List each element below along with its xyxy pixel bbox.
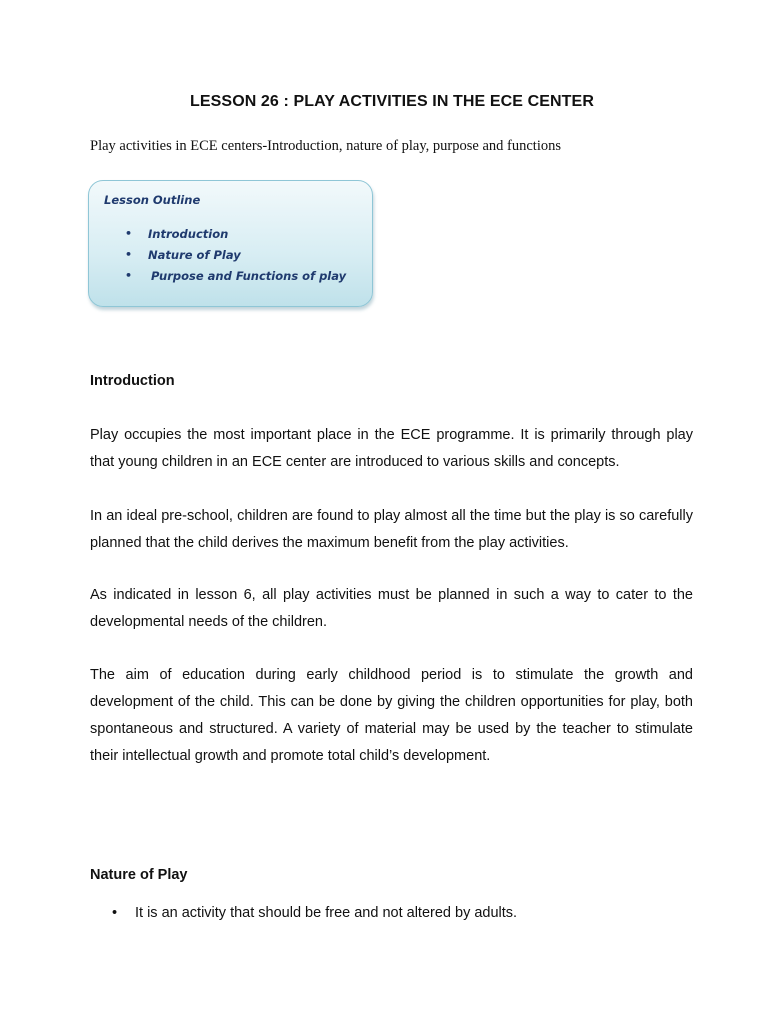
introduction-paragraph: In an ideal pre-school, children are found to play almost all the time but the play is so carefully planned that the child derives the maximum benefit from the play activities.	[90, 508, 693, 551]
introduction-paragraph: Play occupies the most important place in the ECE programme. It is primarily through play that young children in an ECE center are introduced to various skills and concepts.	[90, 427, 693, 470]
outline-item-label: Purpose and Functions of play	[151, 269, 347, 283]
outline-item-label: Introduction	[148, 227, 229, 241]
lesson-outline-heading: Lesson Outline	[104, 193, 201, 207]
nature-of-play-heading: Nature of Play	[90, 867, 188, 883]
lesson-title: LESSON 26 : PLAY ACTIVITIES IN THE ECE CENTER	[190, 93, 594, 110]
introduction-paragraph: The aim of education during early childhood period is to stimulate the growth and development of the child. This can be done by giving the children opportunities for play, both spontaneous and structured. A variety of material may be used by the teacher to stimulate their intellectual growth and promote total child’s development.	[90, 667, 693, 764]
bullet-icon: •	[125, 248, 133, 261]
lesson-outline-box	[88, 180, 373, 307]
bullet-icon: •	[125, 227, 133, 240]
outline-item-label: Nature of Play	[148, 248, 241, 262]
bullet-icon: •	[112, 905, 118, 921]
list-item-text: It is an activity that should be free and not altered by adults.	[135, 905, 518, 921]
introduction-paragraph: As indicated in lesson 6, all play activities must be planned in such a way to cater to the developmental needs of the children.	[90, 587, 693, 630]
bullet-icon: •	[125, 269, 133, 282]
lesson-subtitle: Play activities in ECE centers-Introduction, nature of play, purpose and functions	[90, 138, 561, 154]
introduction-heading: Introduction	[90, 373, 175, 389]
